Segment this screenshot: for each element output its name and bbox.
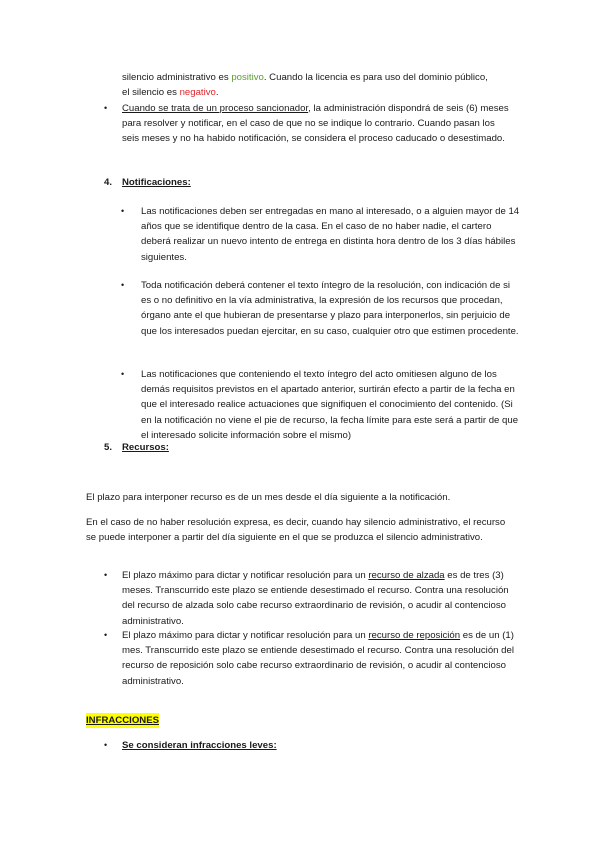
bullet-icon: • [104, 103, 108, 113]
notificacion-item-2: Toda notificación deberá contener el texto íntegro de la resolución, con indicación de si es o no definitivo en la vía administrativa, la expresión de los recursos que procedan, órgano ante el que hubieran de presentarse y plazo para interponerlos, sin perjuicio de que los interesados puedan ejercitar, en su caso, cualquier otro que estimen procedente. [141, 280, 519, 337]
bullet-icon: • [104, 630, 108, 640]
bullet-icon: • [121, 280, 125, 290]
intro-paragraph [122, 70, 522, 100]
section-number-4: 4. [104, 177, 113, 188]
alzada-underlined: recurso de alzada [368, 570, 445, 581]
negative-word: negativo [179, 87, 216, 99]
notificacion-item-1: Las notificaciones deben ser entregadas en mano al interesado, o a alguien mayor de 14 años que se identifique dentro de la casa. En el caso de no haber nadie, el cartero deberá realizar un nuevo intento de entrega en distinta hora dentro de los 3 días hábiles siguientes. [141, 206, 520, 263]
recurso-alzada-paragraph [122, 568, 517, 629]
bullet-icon: • [121, 369, 125, 379]
alzada-text-a: El plazo máximo para dictar y notificar resolución para un [122, 570, 369, 581]
sancionador-underlined: Cuando se trata de un proceso sancionador [122, 103, 309, 114]
intro-text-2b: . [215, 87, 219, 99]
infracciones-heading: INFRACCIONES [86, 713, 159, 728]
reposicion-text-a: El plazo máximo para dictar y notificar resolución para un [122, 630, 369, 641]
notificacion-item-3: Las notificaciones que conteniendo el texto íntegro del acto omitiesen alguno de los demás requisitos previstos en el apartado anterior, surtirán efecto a partir de la fecha en que el interesado realice actuaciones que signifiquen el conocimiento del contenido. (Si en la notificación no viene el pie de recurso, la fecha límite para este será a partir de que el interesado solicite información sobre el mismo) [141, 369, 519, 441]
infracciones-leves-item: Se consideran infracciones leves: [122, 740, 277, 751]
intro-text-2a: el silencio es [122, 87, 180, 99]
bullet-icon: • [104, 740, 108, 750]
intro-text-1a: silencio administrativo es [122, 72, 232, 83]
recursos-para-1: El plazo para interponer recurso es de un mes desde el día siguiente a la notificación. [86, 492, 451, 503]
positive-word: positivo [231, 72, 264, 83]
recursos-para-2: En el caso de no haber resolución expresa, es decir, cuando hay silencio administrativo, el recurso se puede interponer a partir del día siguiente en el que se produzca el silencio administrativo. [86, 517, 506, 544]
section-title-recursos: Recursos: [122, 442, 169, 453]
reposicion-text-b: es de un (1) mes. Transcurrido este plazo se entiende desestimado el recurso. Contra una resolución del recurso de reposición solo cabe recurso extraordinario de revisión, o acudir al contencioso administrativo. [122, 630, 514, 687]
sancionador-paragraph [122, 101, 512, 147]
bullet-icon: • [104, 570, 108, 580]
recurso-reposicion-paragraph [122, 628, 517, 689]
sancionador-rest: , la administración dispondrá de seis (6) meses para resolver y notificar, en el caso de que no se indique lo contrario. Cuando pasan los seis meses y no ha habido notificación, se considera el proceso caducado o desestimado. [122, 103, 509, 145]
bullet-icon: • [121, 206, 125, 216]
intro-text-1b: . Cuando la licencia es para uso del dominio público, [263, 72, 488, 83]
alzada-text-b: es de tres (3) meses. Transcurrido este plazo se entiende desestimado el recurso. Contra una resolución del recurso de alzada solo cabe recurso extraordinario de revisión, o acudir al contencioso administrativo. [122, 570, 509, 627]
reposicion-underlined: recurso de reposición [368, 630, 461, 641]
section-title-notificaciones: Notificaciones: [122, 177, 191, 188]
section-number-5: 5. [104, 442, 113, 453]
